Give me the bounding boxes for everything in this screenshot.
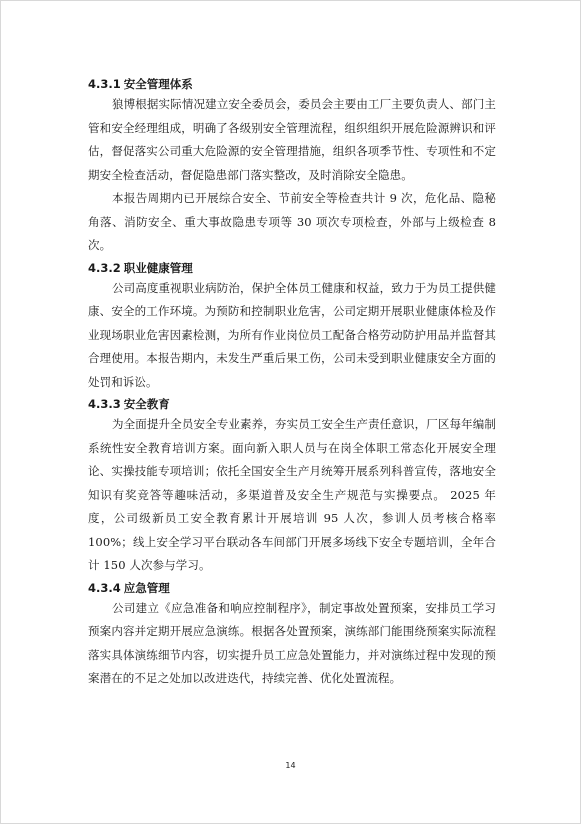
- section-heading: [88, 394, 496, 413]
- section-title: 职业健康管理: [123, 260, 193, 275]
- page-number: 14: [285, 761, 296, 770]
- section-number: 4.3.2: [88, 260, 121, 275]
- section-title: 安全管理体系: [123, 77, 193, 91]
- section-heading: [88, 578, 496, 597]
- document-body: [88, 74, 496, 691]
- section-number: 4.3.4: [88, 580, 121, 595]
- section-number: 4.3.1: [88, 77, 121, 91]
- section-title: 安全教育: [123, 397, 170, 411]
- paragraph: 本报告周期内已开展综合安全、节前安全等检查共计 9 次，危化品、隐秘角落、消防安全、重大事故隐患专项等 30 项次专项检查，外部与上级检查 8 次。: [88, 191, 496, 252]
- paragraph: 为全面提升全员安全专业素养，夯实员工安全生产责任意识，厂区每年编制系统性安全教育培训方案。面向新入职人员与在岗全体职工常态化开展安全理论、实操技能专项培训；依托全国安全生产月统筹开展系列科普宣传，落地安全知识有奖竞答等趣味活动，多渠道普及安全生产规范与实操要点。 2025 年度，公司级新员工安全教育累计开展培训 95 人次，参训人员考核合格率 100%；线上安全学习平台联动各车间部门开展多场线下安全专题培训，全年合计 150 人次参与学习。: [88, 417, 496, 572]
- section-emergency-management: [88, 578, 496, 691]
- paragraph: 狼博根据实际情况建立安全委员会，委员会主要由工厂主要负责人、部门主管和安全经理组成，明确了各级别安全管理流程，组织组织开展危险源辨识和评估，督促落实公司重大危险源的安全管理措施，组织各项季节性、专项性和不定期安全检查活动，督促隐患部门落实整改，及时消除安全隐患。: [88, 97, 496, 182]
- section-title: 应急管理: [123, 580, 170, 595]
- section-safety-management: [88, 74, 496, 258]
- section-heading: [88, 74, 496, 93]
- section-heading: [88, 258, 496, 277]
- paragraph: 公司建立《应急准备和响应控制程序》，制定事故处置预案，安排员工学习预案内容并定期开展应急演练。根据各处置预案，演练部门能围绕预案实际流程落实具体演练细节内容，切实提升员工应急处置能力，并对演练过程中发现的预案潜在的不足之处加以改进迭代，持续完善、优化处置流程。: [88, 600, 496, 685]
- section-number: 4.3.3: [88, 397, 121, 411]
- section-occupational-health: [88, 258, 496, 395]
- section-safety-education: [88, 394, 496, 578]
- paragraph: 公司高度重视职业病防治，保护全体员工健康和权益，致力于为员工提供健康、安全的工作环境。为预防和控制职业危害，公司定期开展职业健康体检及作业现场职业危害因素检测，为所有作业岗位员工配备合格劳动防护用品并监督其合理使用。本报告期内，未发生严重后果工伤，公司未受到职业健康安全方面的处罚和诉讼。: [88, 280, 496, 389]
